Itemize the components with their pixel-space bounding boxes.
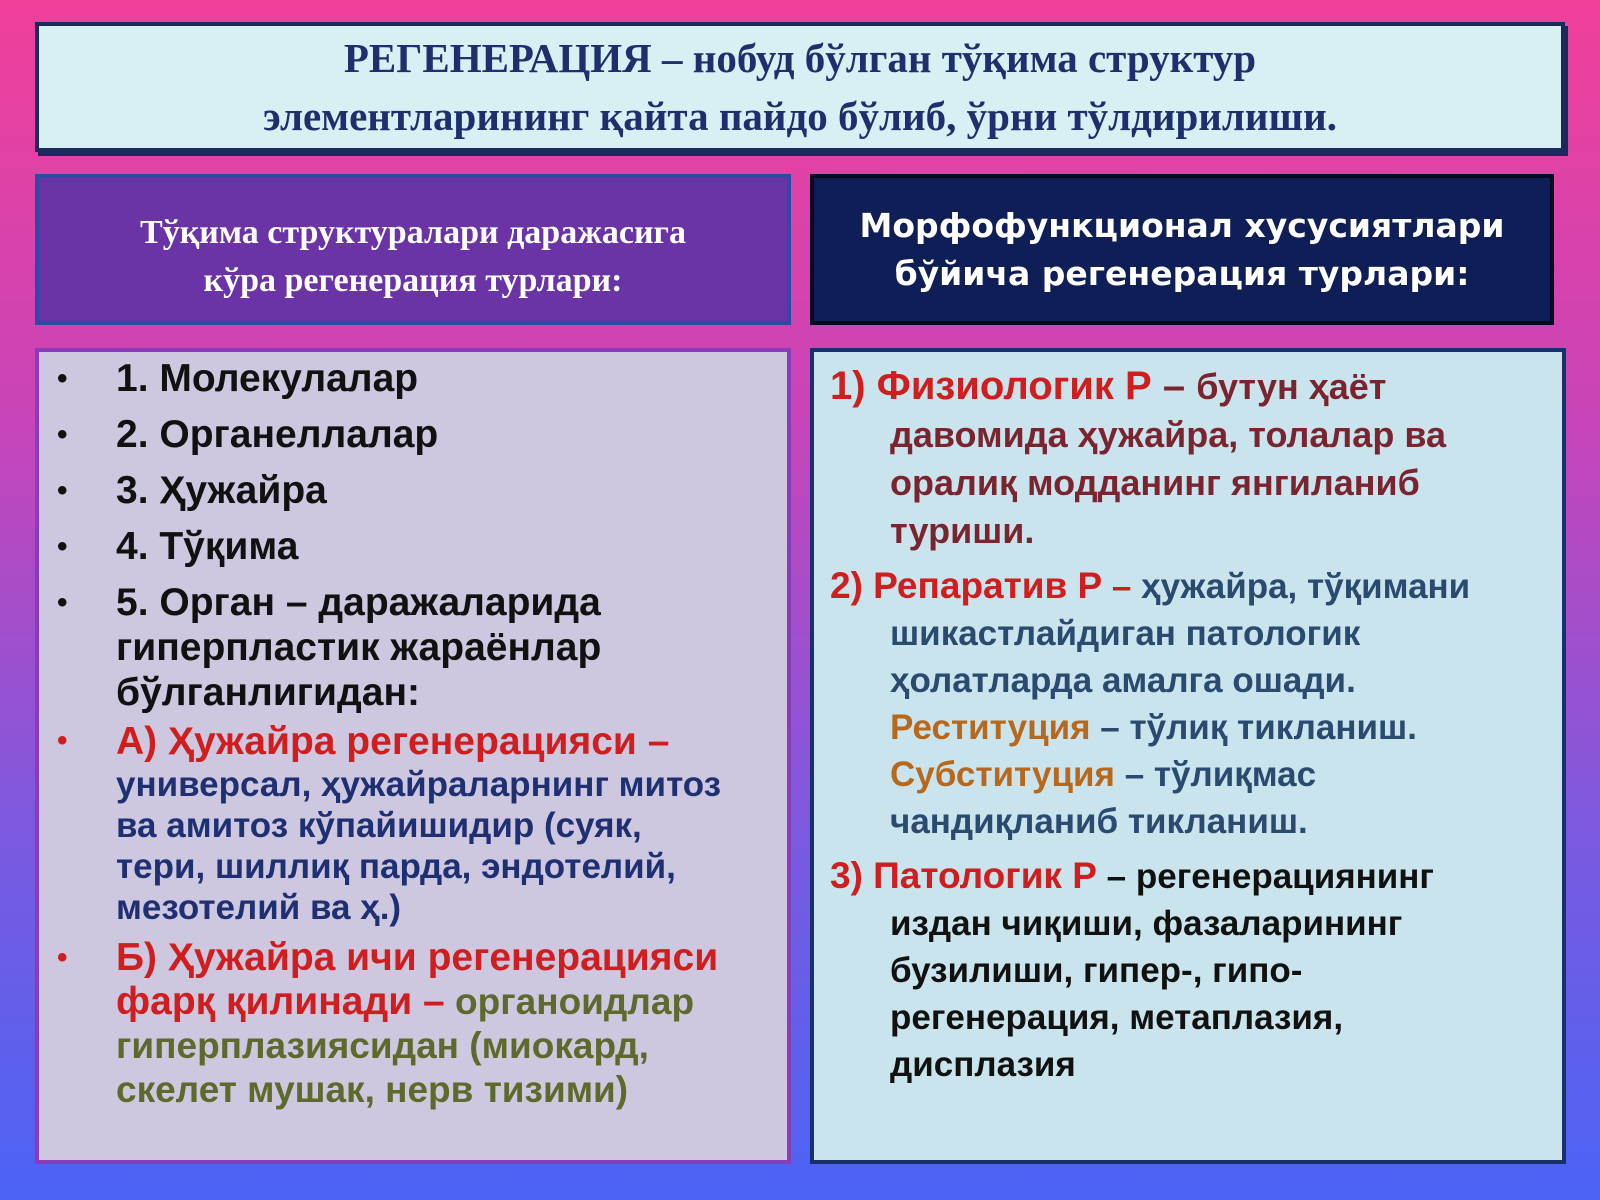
substitution-term: Субституция [890,755,1115,794]
physiological-line-4: туриши. [890,510,1035,551]
right-header-line-1: Морфофункционал хусусиятлари [859,205,1505,245]
physiological-line-1: бутун ҳаёт [1196,366,1387,407]
bullet-icon: • [57,941,68,974]
cell-regeneration-line-4: мезотелий ва ҳ.) [116,888,402,927]
reparative-line-1: ҳужайра, тўқимани [1141,567,1471,606]
reparative-line-2: шикастлайдиган патологик [890,614,1361,653]
pathological-line-1: регенерациянинг [1135,857,1435,896]
right-header-line-2: бўйича регенерация турлари: [894,253,1470,293]
left-column-header [35,174,791,325]
intracellular-line-3: скелет мушак, нерв тизими) [116,1069,629,1110]
left-header-line-2: кўра регенерация турлари: [203,261,623,299]
organ-line-3: бўлганлигидан: [116,671,421,714]
physiological-regeneration-item: 1) Физиологик Р – бутун ҳаёт давомида ҳужайра, толалар ва оралиқ модданинг янгиланиб туриши. [830,362,1550,555]
left-header-line-1: Тўқима структуралари даражасига [140,213,686,251]
title-line-2: элементларининг қайта пайдо бўлиб, ўрни тўлдирилиши. [262,93,1338,139]
bullet-icon: • [57,586,68,619]
bullet-icon: • [57,530,68,563]
pathological-line-5: дисплазия [890,1045,1076,1084]
intracellular-title: Б) Ҳужайра ичи регенерацияси [116,936,719,979]
bullet-icon: • [57,418,68,451]
reparative-regeneration-item: 2) Репаратив Р – ҳужайра, тўқимани шикастлайдиган патологик ҳолатларда амалга ошади. Реституция – тўлиқ тикланиш. Субституция – тўлиқмас чандиқланиб тикланиш. [830,562,1550,845]
physiological-line-2: давомида ҳужайра, толалар ва [890,414,1446,455]
reparative-label: 2) Репаратив Р [830,565,1103,606]
cell-regeneration-line-3: тери, шиллиқ парда, эндотелий, [116,847,676,886]
intracellular-title-2: фарқ қилинади – [116,980,445,1023]
title-line-1: РЕГЕНЕРАЦИЯ – нобуд бўлган тўқима структур [343,35,1257,81]
intracellular-line-1: органоидлар [455,981,695,1022]
list-item-text: 1. Молекулалар [116,357,419,400]
physiological-label: 1) Физиологик Р [830,364,1152,408]
bullet-icon: • [57,474,68,507]
reparative-line-6: чандиқланиб тикланиш. [890,802,1308,841]
bullet-icon: • [57,362,68,395]
right-column-header [810,174,1554,325]
pathological-label: 3) Патологик Р [830,855,1097,896]
cell-regeneration-line-1: универсал, ҳужайраларнинг митоз [116,765,722,804]
substitution-text: – тўлиқмас [1114,755,1317,794]
pathological-line-4: регенерация, метаплазия, [890,998,1344,1037]
cell-regeneration-line-2: ва амитоз кўпайишидир (суяк, [116,806,642,845]
pathological-line-3: бузилиши, гипер-, гипо- [890,951,1303,990]
restitution-text: – тўлиқ тикланиш. [1090,708,1417,747]
bullet-icon: • [57,724,68,757]
list-item-text: 3. Ҳужайра [116,469,327,512]
restitution-term: Реституция [890,708,1091,747]
slide-title [35,22,1565,152]
right-content-panel [810,348,1566,1164]
pathological-regeneration-item: 3) Патологик Р – регенерациянинг издан чиқиши, фазаларининг бузилиши, гипер-, гипо- регенерация, метаплазия, дисплазия [830,852,1550,1088]
physiological-line-3: оралиқ модданинг янгиланиб [890,462,1420,503]
reparative-line-3: ҳолатларда амалга ошади. [890,661,1356,700]
intracellular-line-2: гиперплазиясидан (миокард, [116,1025,649,1066]
left-content-panel [35,348,791,1164]
organ-line-2: гиперпластик жараёнлар [116,626,602,669]
organ-line-1: 5. Орган – даражаларида [116,581,601,624]
pathological-line-2: издан чиқиши, фазаларининг [890,904,1403,943]
list-item-text: 2. Органеллалар [116,413,439,456]
cell-regeneration-title: А) Ҳужайра регенерацияси – [116,720,670,763]
list-item-text: 4. Тўқима [116,525,299,568]
